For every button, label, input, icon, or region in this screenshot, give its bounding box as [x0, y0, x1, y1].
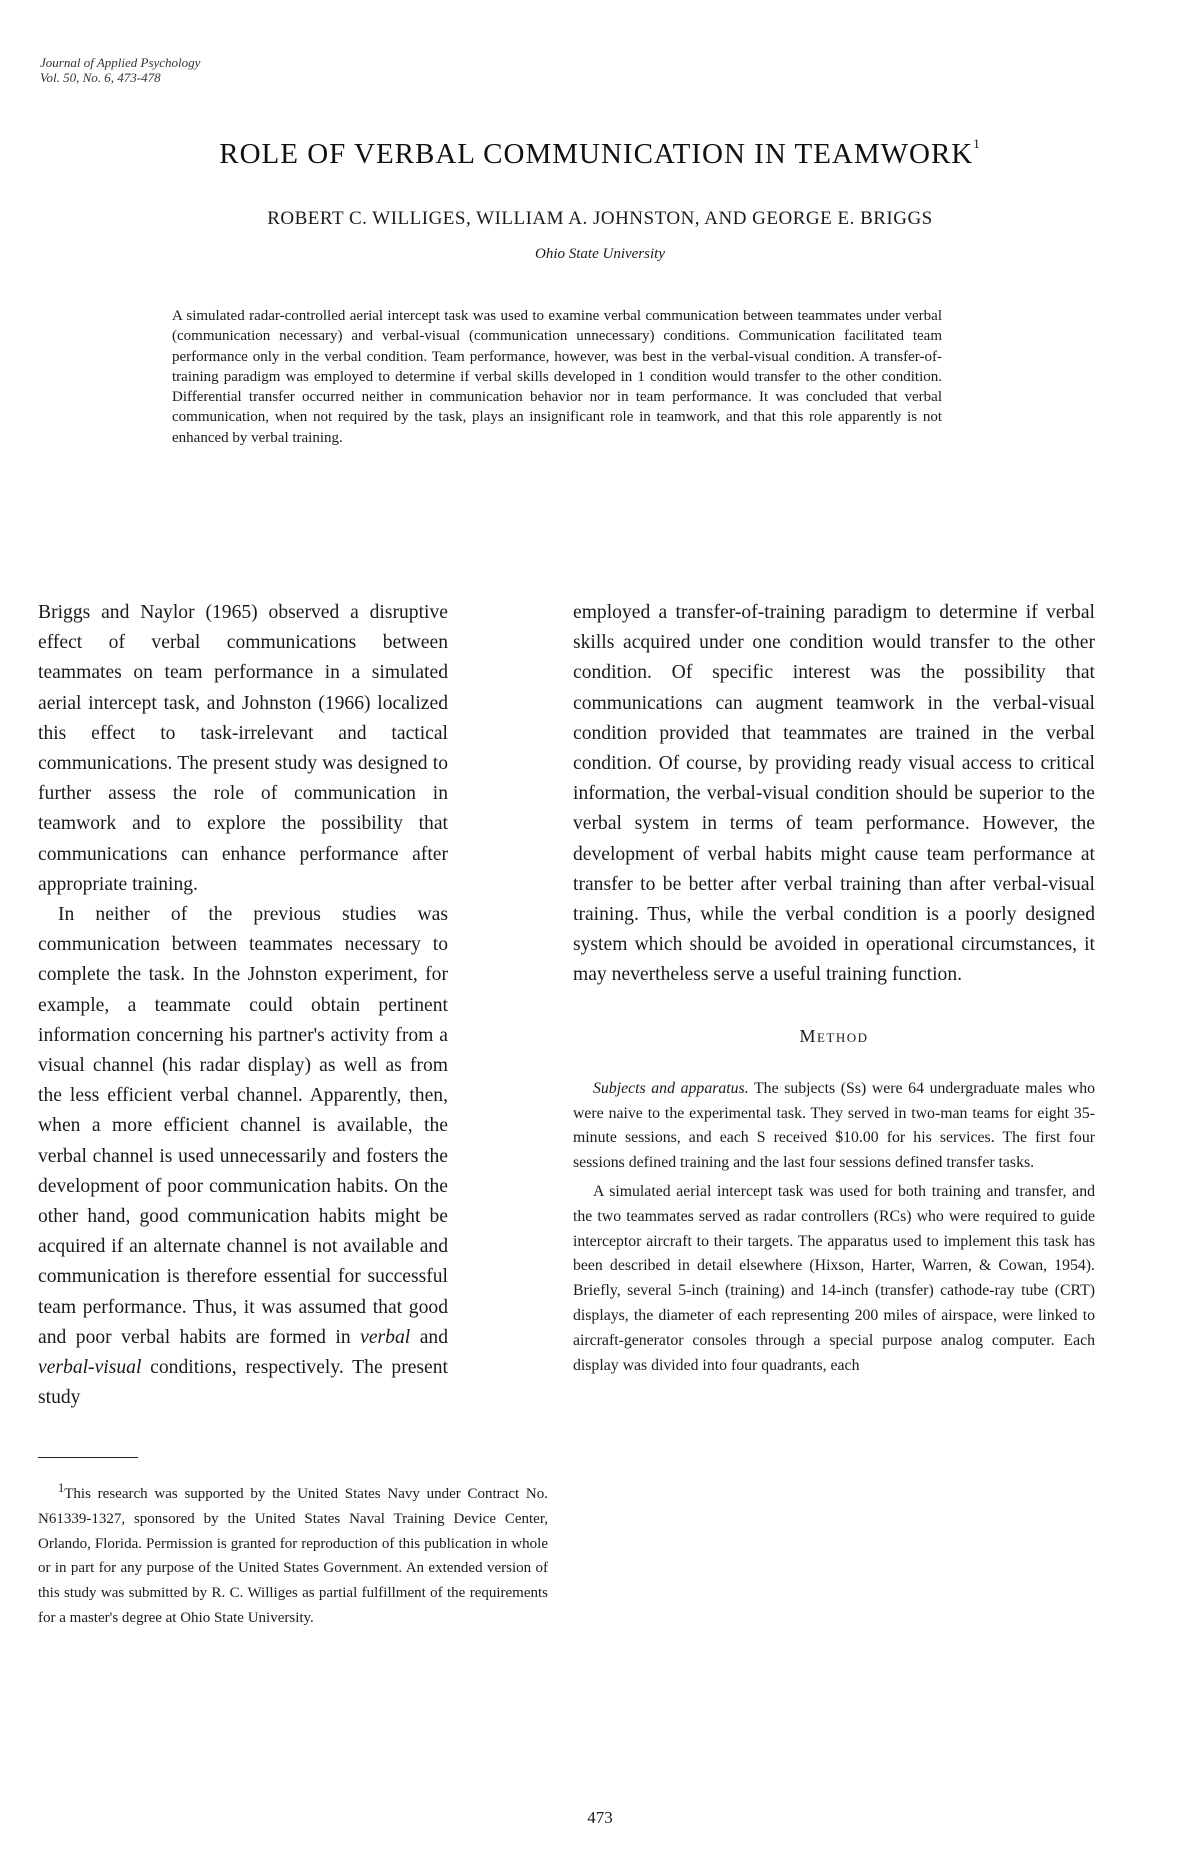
method-p1-text: The subjects (Ss) were 64 undergraduate males who were naive to the experimental task. They served in two-man teams for eight 35-minute sessions, and each S received $10.00 for his services. The first four sessions defined training and the last four sessions defined transfer tasks.: [573, 1079, 1096, 1172]
footnote: [38, 1476, 548, 1631]
intro-p2-text: In neither of the previous studies was communication between teammates necessary to complete the task. In the Johnston experiment, for example, a teammate could obtain pertinent information concerning his partner's activity from a visual channel (his radar display) as well as from the less efficient verbal channel. Apparently, then, when a more efficient channel is available, the verbal channel is used unnecessarily and fosters the development of poor communication habits. On the other hand, good communication habits might be acquired if an alternate channel is not available and communication is therefore essential for successful team performance. Thus, it was assumed that good and poor verbal habits are formed in: [38, 904, 448, 1348]
journal-citation: [40, 55, 200, 85]
paper-title: [0, 138, 1200, 171]
right-column: [573, 598, 1095, 1382]
journal-volume: Vol. 50, No. 6, 473-478: [40, 70, 161, 85]
intro-p2-and: and: [419, 1326, 448, 1348]
footnote-text: This research was supported by the United States Navy under Contract No. N61339-1327, sponsored by the United States Naval Training Device Center, Orlando, Florida. Permission is granted for reproduction of this publication in whole or in part for any purpose of the United States Government. An extended version of this study was submitted by R. C. Williges as partial fulfillment of the requirements for a master's degree at Ohio State University.: [38, 1486, 548, 1626]
left-column: [38, 598, 448, 1413]
verbal-condition-term: verbal: [360, 1326, 411, 1348]
method-section: [573, 1077, 1095, 1379]
method-paragraph-2: A simulated aerial intercept task was used for both training and transfer, and the two teammates served as radar controllers (RCs) who were required to guide interceptor aircraft to their targets. The apparatus used to implement this task has been described in detail elsewhere (Hixson, Harter, Warren, & Cowan, 1954). Briefly, several 5-inch (training) and 14-inch (transfer) cathode-ray tube (CRT) displays, the diameter of each representing 200 miles of airspace, were linked to aircraft-generator consoles through a special purpose analog computer. Each display was divided into four quadrants, each: [573, 1183, 1095, 1374]
title-footnote-mark[interactable]: 1: [973, 136, 981, 151]
footnote-mark: 1: [58, 1481, 65, 1495]
method-heading: Method: [799, 1025, 869, 1046]
abstract: A simulated radar-controlled aerial intercept task was used to examine verbal communication between teammates under verbal (communication necessary) and verbal-visual (communication unnecessary) conditions. Communication facilitated team performance only in the verbal condition. Team performance, however, was best in the verbal-visual condition. A transfer-of-training paradigm was employed to determine if verbal skills developed in 1 condition would transfer to the other condition. Differential transfer occurred neither in communication behavior nor in team performance. It was concluded that verbal communication, when not required by the task, plays an insignificant role in teamwork, and that this role apparently is not enhanced by verbal training.: [172, 308, 942, 446]
subjects-apparatus-subhead: Subjects and apparatus.: [593, 1079, 749, 1097]
journal-name: Journal of Applied Psychology: [40, 55, 201, 70]
intro-p2-text-end: conditions, respectively. The present study: [38, 1357, 448, 1409]
footnote-divider: [38, 1457, 138, 1458]
intro-paragraph-2: [38, 900, 448, 1413]
verbal-visual-condition-term: verbal-visual: [38, 1357, 142, 1379]
affiliation: Ohio State University: [535, 246, 665, 262]
page-number: 473: [587, 1808, 613, 1827]
intro-paragraph-3: employed a transfer-of-training paradigm to determine if verbal skills acquired under one condition would transfer to the other condition. Of specific interest was the possibility that communications can augment teamwork in the verbal-visual condition provided that teammates are trained in the verbal condition. Of course, by providing ready visual access to critical information, the verbal-visual condition should be superior to the verbal system in terms of team performance. However, the development of verbal habits might cause team performance at transfer to be better after verbal training than after verbal-visual training. Thus, while the verbal condition is a poorly designed system which should be avoided in operational circumstances, it may nevertheless serve a useful training function.: [573, 602, 1095, 986]
intro-paragraph-1: Briggs and Naylor (1965) observed a disruptive effect of verbal communications between teammates on team performance in a simulated aerial intercept task, and Johnston (1966) localized this effect to task-irrelevant and tactical communications. The present study was designed to further assess the role of communication in teamwork and to explore the possibility that communications can enhance performance after appropriate training.: [38, 602, 448, 895]
authors: ROBERT C. WILLIGES, WILLIAM A. JOHNSTON, AND GEORGE E. BRIGGS: [267, 208, 933, 229]
title-text: ROLE OF VERBAL COMMUNICATION IN TEAMWORK: [219, 138, 974, 170]
method-paragraph-1: [573, 1077, 1095, 1176]
